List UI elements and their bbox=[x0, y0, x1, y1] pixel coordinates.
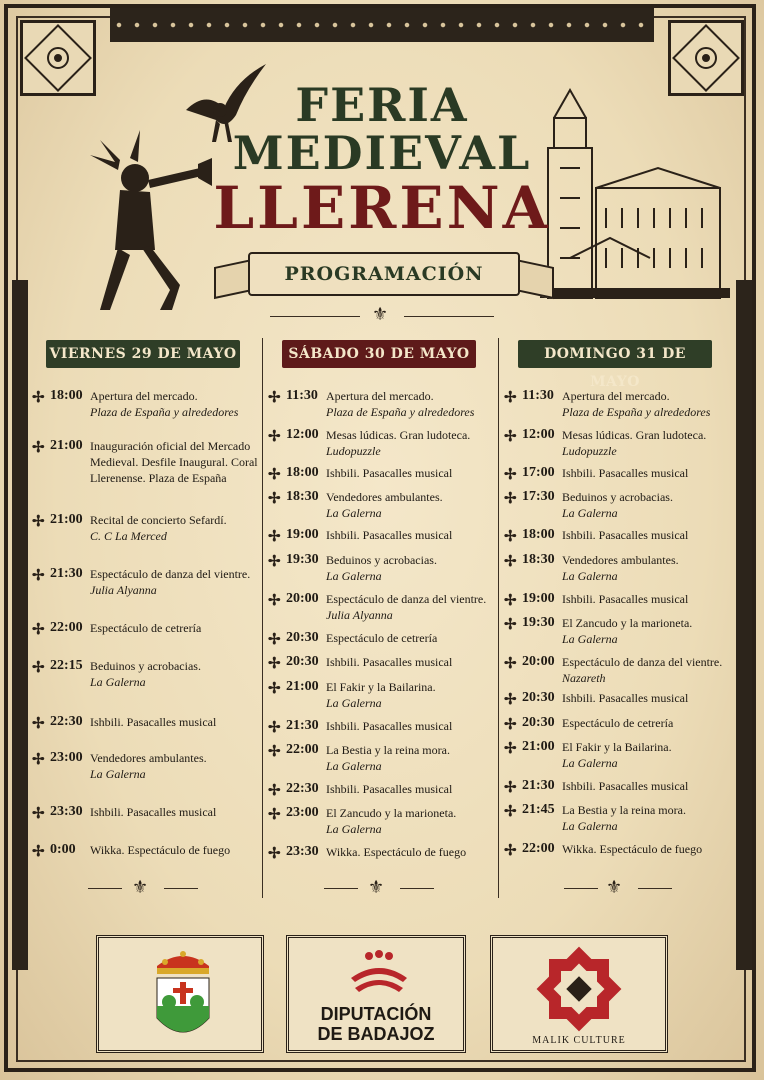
logo-llerena bbox=[96, 935, 264, 1053]
day-header: VIERNES 29 DE MAYO bbox=[46, 340, 240, 368]
cross-bullet-icon: ✢ bbox=[504, 715, 517, 733]
cross-bullet-icon: ✢ bbox=[32, 750, 45, 768]
logo-malik-culture bbox=[490, 935, 668, 1053]
divider-line bbox=[270, 316, 360, 317]
cross-bullet-icon: ✢ bbox=[268, 630, 281, 648]
event-place: La Galerna bbox=[562, 819, 618, 833]
cross-bullet-icon: ✢ bbox=[32, 658, 45, 676]
cross-bullet-icon: ✢ bbox=[32, 804, 45, 822]
event-time: 22:15 bbox=[50, 658, 83, 673]
event-time: 18:00 bbox=[286, 465, 319, 480]
event-description bbox=[326, 679, 496, 711]
event-name: Apertura del mercado. bbox=[90, 389, 198, 403]
cross-bullet-icon: ✢ bbox=[268, 718, 281, 736]
column-divider bbox=[262, 338, 263, 898]
event-description bbox=[326, 781, 496, 797]
cross-bullet-icon: ✢ bbox=[504, 489, 517, 507]
malik-culture-label: MALIK CULTURE bbox=[532, 1035, 626, 1046]
event-time: 21:00 bbox=[50, 512, 83, 527]
event-time: 11:30 bbox=[522, 388, 554, 403]
cross-bullet-icon: ✢ bbox=[32, 842, 45, 860]
event-description bbox=[326, 805, 496, 837]
event-description bbox=[562, 489, 732, 521]
event-description bbox=[90, 388, 260, 420]
day-header: SÁBADO 30 DE MAYO bbox=[282, 340, 476, 368]
event-place: La Galerna bbox=[326, 759, 382, 773]
event-name: El Zancudo y la marioneta. bbox=[562, 616, 693, 630]
event-name: Ishbili. Pasacalles musical bbox=[326, 782, 453, 796]
fleur-de-lis-icon: ⚜ bbox=[132, 877, 149, 898]
right-border-pillar bbox=[736, 280, 752, 970]
cross-bullet-icon: ✢ bbox=[32, 620, 45, 638]
cross-bullet-icon: ✢ bbox=[504, 427, 517, 445]
event-time: 23:30 bbox=[286, 844, 319, 859]
event-time: 20:30 bbox=[286, 630, 319, 645]
divider-line bbox=[164, 888, 198, 889]
cross-bullet-icon: ✢ bbox=[268, 805, 281, 823]
event-place: Plaza de España y alrededores bbox=[90, 405, 239, 419]
divider-line bbox=[400, 888, 434, 889]
event-place: La Galerna bbox=[326, 569, 382, 583]
event-place: Plaza de España y alrededores bbox=[326, 405, 475, 419]
event-name: Ishbili. Pasacalles musical bbox=[562, 466, 689, 480]
event-name: Ishbili. Pasacalles musical bbox=[90, 715, 217, 729]
event-time: 20:30 bbox=[522, 715, 555, 730]
cross-bullet-icon: ✢ bbox=[268, 781, 281, 799]
event-time: 12:00 bbox=[286, 427, 319, 442]
cross-bullet-icon: ✢ bbox=[504, 654, 517, 672]
title-feria: FERIA bbox=[295, 78, 469, 132]
day-header: DOMINGO 31 DE MAYO bbox=[518, 340, 712, 368]
event-name: Ishbili. Pasacalles musical bbox=[326, 719, 453, 733]
llerena-coat-of-arms-icon bbox=[151, 944, 215, 1048]
cross-bullet-icon: ✢ bbox=[268, 591, 281, 609]
event-description bbox=[326, 654, 496, 670]
day-column-domingo bbox=[502, 340, 722, 390]
event-name: Mesas lúdicas. Gran ludoteca. bbox=[326, 428, 471, 442]
event-name: Vendedores ambulantes. bbox=[90, 751, 207, 765]
event-description bbox=[326, 742, 496, 774]
cross-bullet-icon: ✢ bbox=[268, 679, 281, 697]
event-place: Julia Alyanna bbox=[90, 583, 157, 597]
event-name: Espectáculo de cetrería bbox=[562, 716, 674, 730]
event-name: Ishbili. Pasacalles musical bbox=[90, 805, 217, 819]
event-time: 18:00 bbox=[50, 388, 83, 403]
event-name: Ishbili. Pasacalles musical bbox=[562, 691, 689, 705]
event-name: Mesas lúdicas. Gran ludoteca. bbox=[562, 428, 707, 442]
left-border-pillar bbox=[12, 280, 28, 970]
event-place: La Galerna bbox=[326, 506, 382, 520]
cross-bullet-icon: ✢ bbox=[504, 527, 517, 545]
event-time: 19:30 bbox=[522, 615, 555, 630]
event-description bbox=[562, 465, 732, 481]
event-time: 21:45 bbox=[522, 802, 555, 817]
event-name: Ishbili. Pasacalles musical bbox=[562, 592, 689, 606]
event-description bbox=[90, 658, 260, 690]
event-description bbox=[562, 841, 732, 857]
divider-line bbox=[324, 888, 358, 889]
event-place: La Galerna bbox=[562, 506, 618, 520]
event-time: 12:00 bbox=[522, 427, 555, 442]
event-time: 18:00 bbox=[522, 527, 555, 542]
event-description bbox=[90, 842, 260, 858]
event-name: El Zancudo y la marioneta. bbox=[326, 806, 457, 820]
event-time: 23:00 bbox=[50, 750, 83, 765]
event-name: Ishbili. Pasacalles musical bbox=[562, 779, 689, 793]
event-description bbox=[326, 527, 496, 543]
event-name: Ishbili. Pasacalles musical bbox=[326, 466, 453, 480]
divider-line bbox=[638, 888, 672, 889]
cross-bullet-icon: ✢ bbox=[32, 438, 45, 456]
event-name: Espectáculo de danza del vientre. bbox=[326, 592, 487, 606]
cross-bullet-icon: ✢ bbox=[504, 591, 517, 609]
event-time: 18:30 bbox=[286, 489, 319, 504]
event-name: Apertura del mercado. bbox=[562, 389, 670, 403]
cross-bullet-icon: ✢ bbox=[504, 841, 517, 859]
cross-bullet-icon: ✢ bbox=[268, 654, 281, 672]
cross-bullet-icon: ✢ bbox=[32, 388, 45, 406]
event-name: Vendedores ambulantes. bbox=[326, 490, 443, 504]
event-name: Beduinos y acrobacias. bbox=[90, 659, 201, 673]
event-place: La Galerna bbox=[326, 822, 382, 836]
event-name: Espectáculo de danza del vientre. bbox=[562, 655, 723, 669]
event-time: 0:00 bbox=[50, 842, 76, 857]
event-time: 21:00 bbox=[50, 438, 83, 453]
event-name: Wikka. Espectáculo de fuego bbox=[90, 843, 231, 857]
cross-bullet-icon: ✢ bbox=[32, 714, 45, 732]
event-description bbox=[562, 778, 732, 794]
event-place: La Galerna bbox=[562, 756, 618, 770]
diputacion-line2: DE BADAJOZ bbox=[317, 1024, 435, 1044]
event-description bbox=[562, 388, 732, 420]
event-description bbox=[326, 630, 496, 646]
cross-bullet-icon: ✢ bbox=[504, 388, 517, 406]
diputacion-badajoz-icon bbox=[347, 948, 411, 996]
event-place: La Galerna bbox=[562, 632, 618, 646]
event-description bbox=[562, 552, 732, 584]
cross-bullet-icon: ✢ bbox=[268, 552, 281, 570]
day-column-sabado bbox=[266, 340, 486, 368]
event-place: Ludopuzzle bbox=[326, 444, 381, 458]
fleur-de-lis-icon: ⚜ bbox=[372, 304, 389, 325]
event-place: La Galerna bbox=[326, 696, 382, 710]
event-time: 17:00 bbox=[522, 465, 555, 480]
fleur-de-lis-icon: ⚜ bbox=[606, 877, 623, 898]
event-time: 23:00 bbox=[286, 805, 319, 820]
event-place: La Galerna bbox=[562, 569, 618, 583]
event-name: Espectáculo de cetrería bbox=[90, 621, 202, 635]
cross-bullet-icon: ✢ bbox=[268, 465, 281, 483]
event-description bbox=[90, 512, 260, 544]
event-time: 20:00 bbox=[286, 591, 319, 606]
event-time: 21:30 bbox=[522, 778, 555, 793]
event-description bbox=[90, 750, 260, 782]
cross-bullet-icon: ✢ bbox=[268, 527, 281, 545]
event-description bbox=[562, 715, 732, 731]
column-divider bbox=[498, 338, 499, 898]
event-description bbox=[562, 527, 732, 543]
event-description bbox=[90, 620, 260, 636]
divider-line bbox=[404, 316, 494, 317]
event-time: 22:00 bbox=[50, 620, 83, 635]
event-time: 20:30 bbox=[522, 690, 555, 705]
event-time: 11:30 bbox=[286, 388, 318, 403]
event-place: Ludopuzzle bbox=[562, 444, 617, 458]
event-place: Plaza de España y alrededores bbox=[562, 405, 711, 419]
event-description bbox=[562, 615, 732, 647]
event-time: 19:00 bbox=[522, 591, 555, 606]
diputacion-line1: DIPUTACIÓN bbox=[320, 1004, 432, 1024]
event-description bbox=[90, 438, 260, 486]
event-name: La Bestia y la reina mora. bbox=[326, 743, 450, 757]
event-description bbox=[326, 465, 496, 481]
event-time: 21:30 bbox=[50, 566, 83, 581]
event-description bbox=[90, 714, 260, 730]
event-name: Ishbili. Pasacalles musical bbox=[562, 528, 689, 542]
event-description bbox=[326, 591, 496, 623]
event-name: Ishbili. Pasacalles musical bbox=[326, 655, 453, 669]
cross-bullet-icon: ✢ bbox=[268, 844, 281, 862]
event-time: 20:00 bbox=[522, 654, 555, 669]
event-description bbox=[326, 844, 496, 860]
event-description bbox=[562, 802, 732, 834]
event-description bbox=[326, 718, 496, 734]
event-description bbox=[90, 566, 260, 598]
cross-bullet-icon: ✢ bbox=[504, 802, 517, 820]
event-name: Beduinos y acrobacias. bbox=[562, 490, 673, 504]
logo-diputacion bbox=[286, 935, 466, 1053]
event-name: Beduinos y acrobacias. bbox=[326, 553, 437, 567]
event-time: 22:00 bbox=[286, 742, 319, 757]
event-place: C. C La Merced bbox=[90, 529, 167, 543]
event-place: Nazareth bbox=[562, 671, 606, 685]
event-description bbox=[326, 388, 496, 420]
title-llerena: LLERENA bbox=[213, 174, 551, 242]
title-medieval: MEDIEVAL bbox=[232, 126, 532, 180]
event-description bbox=[326, 552, 496, 584]
event-description bbox=[562, 654, 732, 686]
event-time: 17:30 bbox=[522, 489, 555, 504]
event-name: Recital de concierto Sefardí. bbox=[90, 513, 227, 527]
event-name: El Fakir y la Bailarina. bbox=[326, 680, 436, 694]
event-time: 22:30 bbox=[286, 781, 319, 796]
cross-bullet-icon: ✢ bbox=[268, 489, 281, 507]
divider-line bbox=[564, 888, 598, 889]
cross-bullet-icon: ✢ bbox=[504, 465, 517, 483]
event-name: El Fakir y la Bailarina. bbox=[562, 740, 672, 754]
event-description bbox=[562, 427, 732, 459]
event-place: Julia Alyanna bbox=[326, 608, 393, 622]
event-time: 21:00 bbox=[522, 739, 555, 754]
event-time: 21:30 bbox=[286, 718, 319, 733]
event-name: Inauguración oficial del Mercado Medieval. Desfile Inaugural. Coral Llerenense. Plaza de España bbox=[90, 439, 258, 485]
event-name: Wikka. Espectáculo de fuego bbox=[326, 845, 467, 859]
cross-bullet-icon: ✢ bbox=[504, 690, 517, 708]
event-description bbox=[90, 804, 260, 820]
event-description bbox=[326, 427, 496, 459]
event-description bbox=[562, 591, 732, 607]
cross-bullet-icon: ✢ bbox=[268, 388, 281, 406]
event-description bbox=[562, 739, 732, 771]
event-description bbox=[562, 690, 732, 706]
event-time: 21:00 bbox=[286, 679, 319, 694]
cross-bullet-icon: ✢ bbox=[32, 512, 45, 530]
event-name: Espectáculo de danza del vientre. bbox=[90, 567, 251, 581]
event-place: La Galerna bbox=[90, 767, 146, 781]
event-name: La Bestia y la reina mora. bbox=[562, 803, 686, 817]
event-time: 19:30 bbox=[286, 552, 319, 567]
event-name: Apertura del mercado. bbox=[326, 389, 434, 403]
event-name: Ishbili. Pasacalles musical bbox=[326, 528, 453, 542]
event-time: 22:00 bbox=[522, 841, 555, 856]
event-place: La Galerna bbox=[90, 675, 146, 689]
event-description bbox=[326, 489, 496, 521]
cross-bullet-icon: ✢ bbox=[268, 427, 281, 445]
programacion-ribbon: PROGRAMACIÓN bbox=[248, 252, 520, 296]
cross-bullet-icon: ✢ bbox=[504, 778, 517, 796]
geometric-star-icon bbox=[533, 944, 625, 1034]
event-name: Vendedores ambulantes. bbox=[562, 553, 679, 567]
cross-bullet-icon: ✢ bbox=[504, 739, 517, 757]
cross-bullet-icon: ✢ bbox=[504, 552, 517, 570]
day-column-viernes bbox=[30, 340, 250, 368]
event-time: 19:00 bbox=[286, 527, 319, 542]
event-time: 23:30 bbox=[50, 804, 83, 819]
divider-line bbox=[88, 888, 122, 889]
event-time: 20:30 bbox=[286, 654, 319, 669]
event-name: Wikka. Espectáculo de fuego bbox=[562, 842, 703, 856]
cross-bullet-icon: ✢ bbox=[32, 566, 45, 584]
fleur-de-lis-icon: ⚜ bbox=[368, 877, 385, 898]
cross-bullet-icon: ✢ bbox=[504, 615, 517, 633]
cross-bullet-icon: ✢ bbox=[268, 742, 281, 760]
event-time: 18:30 bbox=[522, 552, 555, 567]
event-time: 22:30 bbox=[50, 714, 83, 729]
event-name: Espectáculo de cetrería bbox=[326, 631, 438, 645]
top-ornament-band bbox=[110, 8, 654, 42]
